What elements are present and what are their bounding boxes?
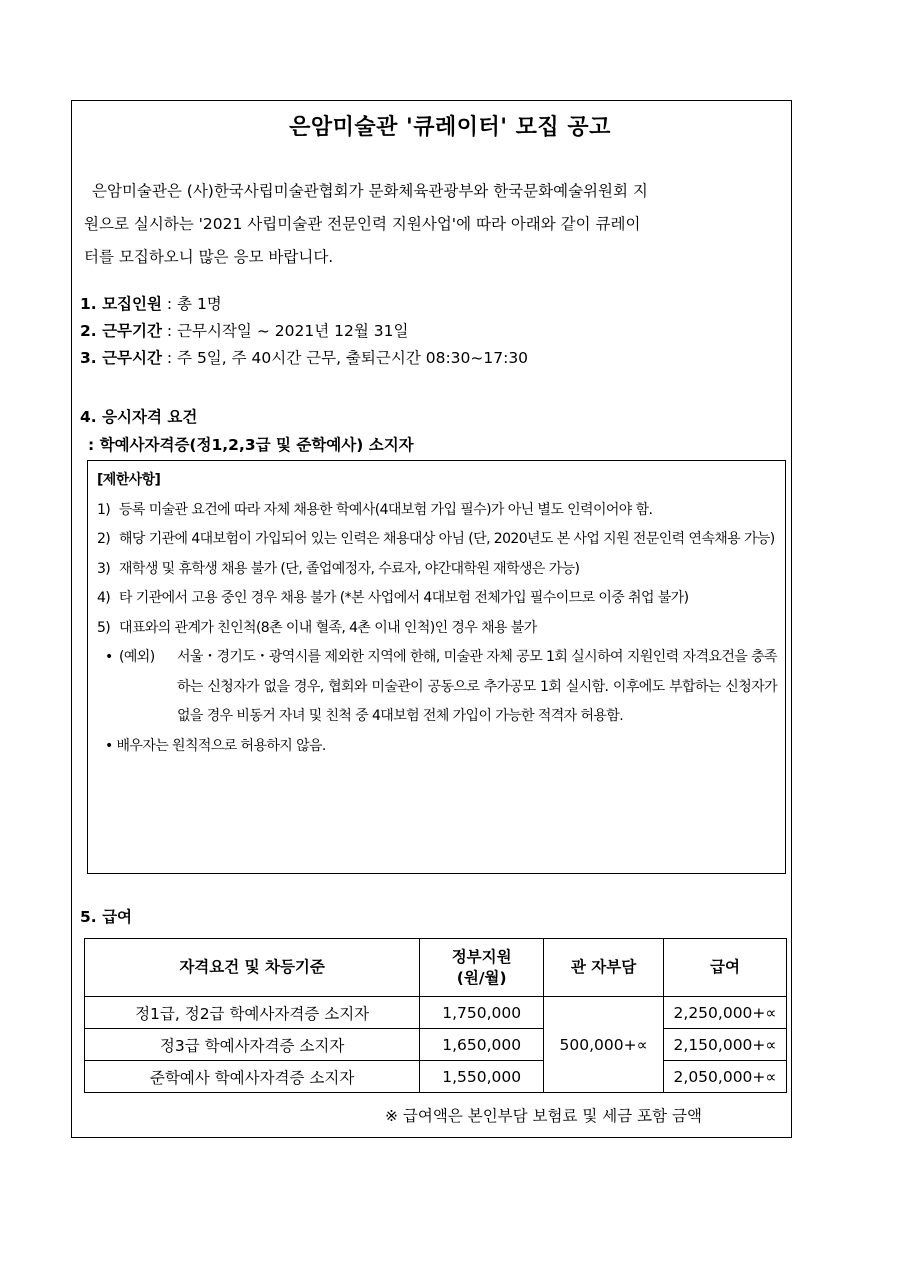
table-row bbox=[85, 997, 787, 1029]
salary-table-header-row bbox=[85, 939, 787, 997]
restriction-text: 재학생 및 휴학생 채용 불가 (단, 졸업예정자, 수료자, 야간대학원 재학생은 가능) bbox=[119, 560, 580, 577]
info-recruit-count bbox=[80, 291, 528, 318]
notice-title: 은암미술관 '큐레이터' 모집 공고 bbox=[289, 115, 611, 140]
salary-table bbox=[84, 938, 787, 1093]
cell-self-burden: 500,000+∝ bbox=[544, 997, 664, 1093]
restriction-item bbox=[97, 555, 777, 585]
info-label: 1. 모집인원 bbox=[80, 295, 162, 313]
restriction-text: 타 기관에서 고용 중인 경우 채용 불가 (*본 사업에서 4대보험 전체가입 필수이므로 이중 취업 불가) bbox=[119, 590, 689, 606]
restriction-item bbox=[97, 525, 777, 555]
info-label: 3. 근무시간 bbox=[80, 349, 162, 367]
restriction-number: 2) bbox=[97, 531, 111, 547]
cell-salary: 2,150,000+∝ bbox=[664, 1029, 787, 1061]
exception-note bbox=[97, 643, 777, 732]
intro-line: 은암미술관은 (사)한국사립미술관협회가 문화체육관광부와 한국문화예술위원회 지 bbox=[92, 182, 648, 200]
restriction-number: 4) bbox=[97, 590, 111, 606]
exception-label: (예외) bbox=[119, 649, 155, 665]
info-list bbox=[80, 291, 528, 372]
restrictions-box bbox=[87, 460, 786, 874]
section4-heading: 4. 응시자격 요건 bbox=[80, 408, 198, 426]
cell-criteria: 준학예사 학예사자격증 소지자 bbox=[85, 1061, 420, 1093]
section5-heading: 5. 급여 bbox=[80, 908, 133, 926]
restriction-item bbox=[97, 496, 777, 526]
info-label: 2. 근무기간 bbox=[80, 322, 162, 340]
header-gov-line: (원/월) bbox=[456, 968, 507, 987]
intro-line: 터를 모집하오니 많은 응모 바랍니다. bbox=[84, 248, 334, 266]
table-row bbox=[85, 1061, 787, 1093]
intro-line: 원으로 실시하는 '2021 사립미술관 전문인력 지원사업'에 따라 아래와 같이 큐레이 bbox=[84, 215, 641, 233]
spouse-note: • 배우자는 원칙적으로 허용하지 않음. bbox=[105, 737, 326, 754]
salary-footnote: ※ 급여액은 본인부담 보험료 및 세금 포함 금액 bbox=[385, 1107, 702, 1125]
header-gov-line: 정부지원 bbox=[451, 947, 512, 966]
intro-paragraph bbox=[84, 175, 780, 274]
info-value: : 주 5일, 주 40시간 근무, 출퇴근시간 08:30~17:30 bbox=[161, 349, 529, 367]
restriction-item bbox=[97, 614, 777, 644]
restrictions-title: [제한사항] bbox=[97, 472, 161, 488]
cell-salary: 2,050,000+∝ bbox=[664, 1061, 787, 1093]
header-criteria: 자격요건 및 차등기준 bbox=[85, 939, 420, 997]
header-self-burden: 관 자부담 bbox=[544, 939, 664, 997]
info-work-period bbox=[80, 318, 528, 345]
cell-gov: 1,650,000 bbox=[420, 1029, 544, 1061]
restriction-number: 3) bbox=[97, 560, 111, 577]
cell-gov: 1,750,000 bbox=[420, 997, 544, 1029]
cell-salary: 2,250,000+∝ bbox=[664, 997, 787, 1029]
bullet-icon: • bbox=[105, 649, 113, 665]
cell-criteria: 정3급 학예사자격증 소지자 bbox=[85, 1029, 420, 1061]
restriction-text: 대표와의 관계가 친인척(8촌 이내 혈족, 4촌 이내 인척)인 경우 채용 불가 bbox=[119, 619, 537, 636]
info-value: : 근무시작일 ~ 2021년 12월 31일 bbox=[161, 322, 409, 340]
info-value: : 총 1명 bbox=[161, 295, 222, 313]
restriction-text: 해당 기관에 4대보험이 가입되어 있는 인력은 채용대상 아님 (단, 2020년도 본 사업 지원 전문인력 연속채용 가능) bbox=[119, 531, 775, 547]
restriction-number: 5) bbox=[97, 619, 111, 636]
restriction-number: 1) bbox=[97, 501, 111, 518]
section4-subheading: : 학예사자격증(정1,2,3급 및 준학예사) 소지자 bbox=[88, 436, 414, 454]
table-row bbox=[85, 1029, 787, 1061]
restriction-item bbox=[97, 584, 777, 614]
info-work-hours bbox=[80, 345, 528, 372]
header-salary: 급여 bbox=[664, 939, 787, 997]
restriction-text: 등록 미술관 요건에 따라 자체 채용한 학예사(4대보험 가입 필수)가 아닌 별도 인력이어야 함. bbox=[119, 501, 653, 518]
exception-text: 서울・경기도・광역시를 제외한 지역에 한해, 미술관 자체 공모 1회 실시하여 지원인력 자격요건을 충족하는 신청자가 없을 경우, 협회와 미술관이 공동으로 추가공모 1회 실시함. 이후에도 부합하는 신청자가 없을 경우 비동거 자녀 및 친척 중 4대보험 전체 가입이 가능한 적격자 허용함. bbox=[177, 649, 777, 724]
header-gov-support bbox=[420, 939, 544, 997]
cell-criteria: 정1급, 정2급 학예사자격증 소지자 bbox=[85, 997, 420, 1029]
cell-gov: 1,550,000 bbox=[420, 1061, 544, 1093]
